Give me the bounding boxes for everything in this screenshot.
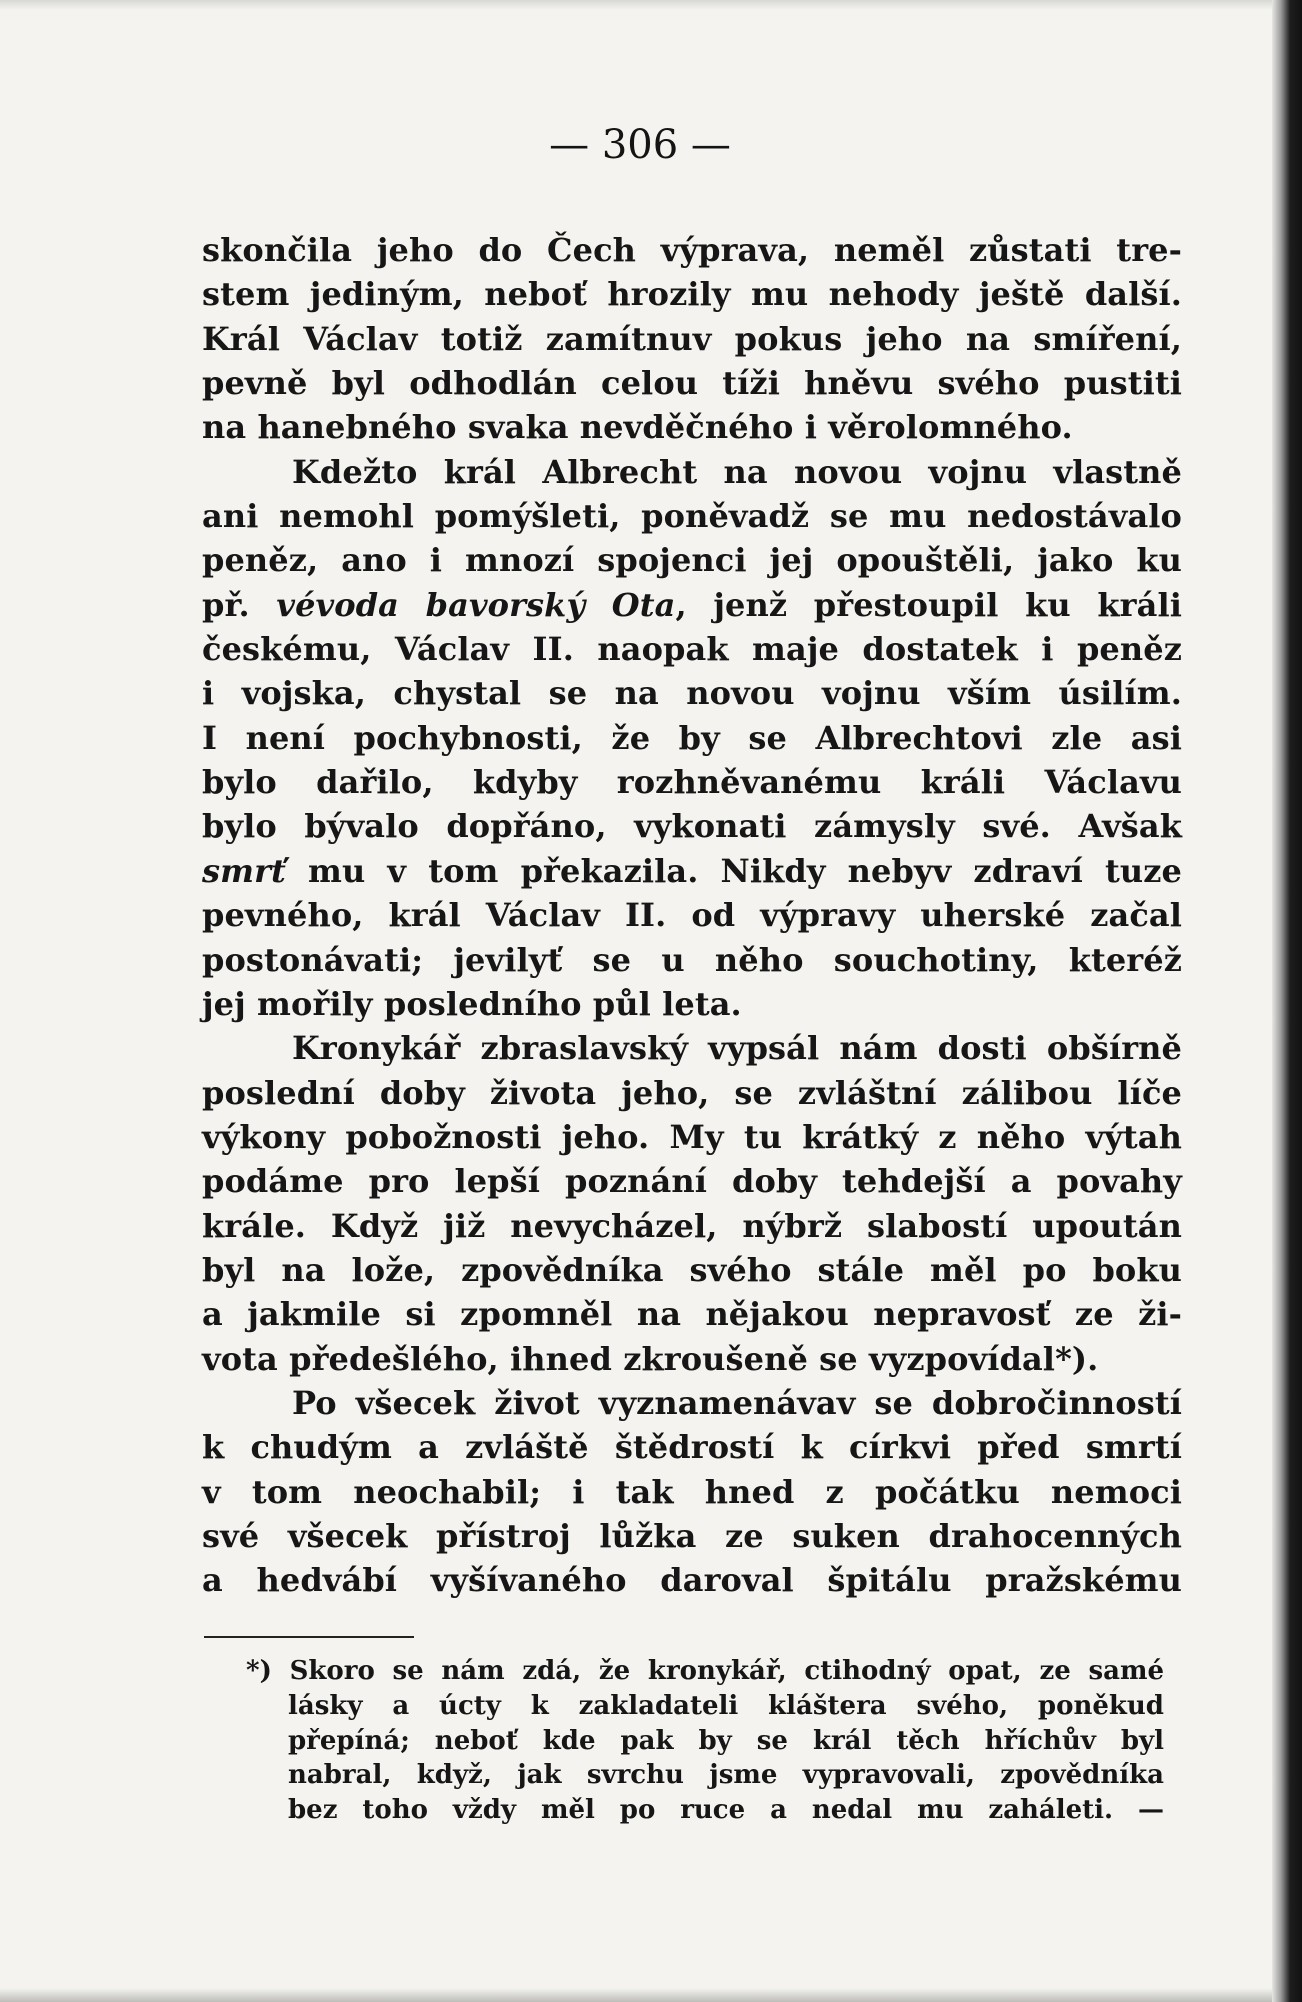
- page-right-edge-shadow: [1272, 0, 1302, 2002]
- text-line: stem jediným, neboť hrozily mu nehody ještě další.: [202, 275, 1182, 314]
- text-line: Král Václav totiž zamítnuv pokus jeho na smíření,: [202, 319, 1182, 358]
- text-line: podáme pro lepší poznání doby tehdejší a povahy: [202, 1162, 1182, 1201]
- text-line-mixed: [202, 849, 1182, 893]
- main-text: [202, 228, 1182, 1603]
- text-line: I není pochybnosti, že by se Albrechtovi zle asi: [202, 718, 1182, 757]
- text-line: českému, Václav II. naopak maje dostatek i peněz: [202, 630, 1182, 669]
- text-line: a hedvábí vyšívaného daroval špitálu pražskému: [202, 1561, 1182, 1600]
- text-line: ani nemohl pomýšleti, poněvadž se mu nedostávalo: [202, 497, 1182, 536]
- footnote: [246, 1654, 1164, 1828]
- text-line: byl na lože, zpovědníka svého stále měl po boku: [202, 1250, 1182, 1289]
- footnote-line: nabral, když, jak svrchu jsme vypravovali, zpovědníka: [288, 1760, 1164, 1791]
- page-bottom-edge: [0, 1988, 1280, 2002]
- footnote-line: přepíná; neboť kde pak by se král těch hříchův byl: [288, 1725, 1164, 1756]
- text-line: i vojska, chystal se na novou vojnu vším úsilím.: [202, 674, 1182, 713]
- page-top-edge: [0, 0, 1280, 10]
- text-line: krále. Když již nevycházel, nýbrž slabostí upoután: [202, 1206, 1182, 1245]
- text-line: vota předešlého, ihned zkroušeně se vyzpovídal*).: [202, 1339, 1099, 1378]
- text-line: pevného, král Václav II. od výpravy uherské začal: [202, 896, 1182, 935]
- footnote-line: lásky a úcty k zakladateli kláštera svého, poněkud: [288, 1690, 1164, 1721]
- italic-name: vévoda bavorský Ota: [276, 585, 676, 624]
- footnote-line: bez toho vždy měl po ruce a nedal mu zaháleti. —: [288, 1795, 1164, 1826]
- text-line: pevně byl odhodlán celou tíži hněvu svého pustiti: [202, 364, 1182, 403]
- text-segment: , jenž přestoupil ku králi: [675, 585, 1182, 624]
- text-line-mixed: [202, 583, 1182, 627]
- text-segment: př.: [202, 585, 250, 624]
- footnote-separator: [204, 1636, 414, 1638]
- text-line: a jakmile si zpomněl na nějakou nepravosť ze ži-: [202, 1295, 1182, 1334]
- italic-word: smrť: [202, 851, 286, 890]
- text-line: postonávati; jevilyť se u něho souchotiny, kteréž: [202, 940, 1182, 979]
- footnote-line: *) Skoro se nám zdá, že kronykář, ctihodný opat, ze samé: [246, 1656, 1164, 1686]
- text-line: jej mořily posledního půl leta.: [202, 984, 742, 1023]
- text-line: poslední doby života jeho, se zvláštní zálibou líče: [202, 1073, 1182, 1112]
- text-line: bylo dařilo, kdyby rozhněvanému králi Václavu: [202, 763, 1182, 802]
- text-line: k chudým a zvláště štědrostí k církvi před smrtí: [202, 1428, 1182, 1467]
- page-number: — 306 —: [549, 122, 731, 168]
- text-line: bylo bývalo dopřáno, vykonati zámysly své. Avšak: [202, 807, 1182, 846]
- text-line: na hanebného svaka nevděčného i věrolomného.: [202, 408, 1073, 447]
- text-line: Kdežto král Albrecht na novou vojnu vlastně: [292, 452, 1182, 491]
- text-segment: mu v tom překazila. Nikdy nebyv zdraví tuze: [308, 851, 1182, 890]
- text-line: Po všecek život vyznamenávav se dobročinností: [292, 1383, 1182, 1422]
- text-line: výkony pobožnosti jeho. My tu krátký z něho výtah: [202, 1117, 1182, 1156]
- text-line: Kronykář zbraslavský vypsál nám dosti obšírně: [292, 1029, 1182, 1068]
- text-line: v tom neochabil; i tak hned z počátku nemoci: [202, 1472, 1182, 1511]
- text-line: skončila jeho do Čech výprava, neměl zůstati tre-: [202, 231, 1182, 269]
- text-line: peněz, ano i mnozí spojenci jej opouštěli, jako ku: [202, 541, 1182, 580]
- text-line: své všecek přístroj lůžka ze suken drahocenných: [202, 1516, 1182, 1555]
